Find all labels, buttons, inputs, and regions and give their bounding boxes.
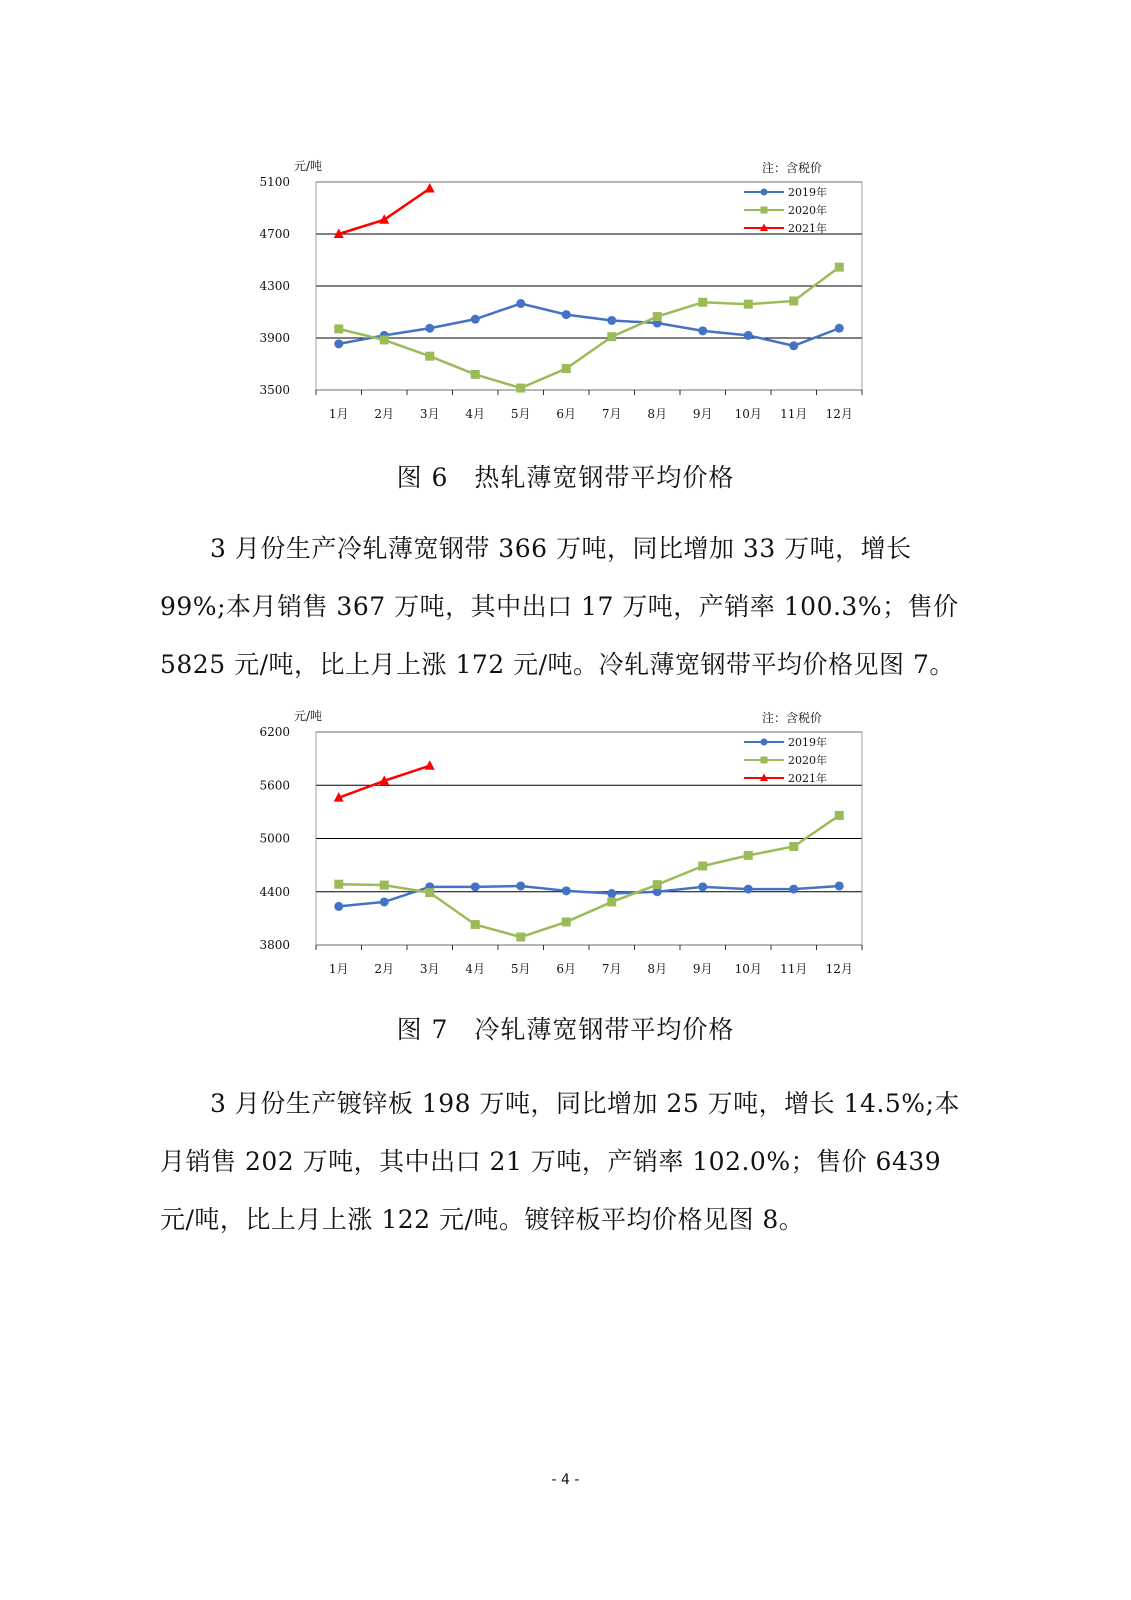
y-unit-label: 元/吨	[294, 159, 323, 173]
data-point	[562, 917, 571, 926]
data-point	[607, 889, 616, 898]
series-line	[339, 815, 840, 937]
data-point	[607, 316, 616, 325]
data-point	[471, 920, 480, 929]
data-point	[516, 384, 525, 393]
data-point	[744, 885, 753, 894]
x-tick-label: 12月	[825, 407, 853, 421]
x-tick-label: 11月	[780, 962, 808, 976]
x-tick-label: 6月	[556, 407, 577, 421]
x-tick-label: 6月	[556, 962, 577, 976]
y-tick-label: 3900	[259, 331, 290, 345]
y-unit-label: 元/吨	[294, 709, 323, 723]
data-point	[425, 888, 434, 897]
figure-6-caption: 图 6 热轧薄宽钢带平均价格	[396, 463, 735, 492]
data-point	[653, 880, 662, 889]
x-tick-label: 8月	[647, 407, 668, 421]
x-tick-label: 5月	[510, 962, 531, 976]
x-tick-label: 4月	[465, 407, 486, 421]
data-point	[607, 332, 616, 341]
x-tick-label: 9月	[692, 962, 713, 976]
data-point	[698, 298, 707, 307]
data-point	[471, 315, 480, 324]
page-number: - 4 -	[551, 1472, 580, 1488]
data-point	[562, 364, 571, 373]
y-tick-label: 4400	[259, 884, 290, 899]
data-point	[835, 324, 844, 333]
legend-marker	[761, 757, 768, 764]
y-tick-label: 5000	[259, 831, 290, 846]
y-tick-label: 3800	[259, 938, 290, 952]
data-point	[380, 335, 389, 344]
data-point	[516, 881, 525, 890]
data-point	[334, 339, 343, 348]
data-point	[425, 352, 434, 361]
price-note: 注：含税价	[761, 161, 822, 175]
legend-label: 2019年	[788, 736, 827, 749]
data-point	[607, 897, 616, 906]
data-point	[379, 214, 389, 224]
data-point	[698, 326, 707, 335]
data-point	[698, 862, 707, 871]
y-tick-label: 5600	[259, 778, 290, 793]
x-tick-label: 5月	[510, 407, 531, 421]
y-tick-label: 6200	[259, 725, 290, 739]
data-point	[425, 183, 435, 193]
legend-marker	[761, 207, 768, 214]
data-point	[744, 331, 753, 340]
series-line	[339, 267, 840, 388]
data-point	[516, 933, 525, 942]
data-point	[425, 760, 435, 770]
legend-label: 2020年	[788, 204, 827, 217]
legend-marker	[761, 739, 768, 746]
x-tick-label: 3月	[419, 962, 440, 976]
legend-marker	[761, 189, 768, 196]
chart-svg	[250, 150, 880, 435]
x-tick-label: 9月	[692, 407, 713, 421]
x-tick-label: 10月	[734, 407, 762, 421]
x-tick-label: 1月	[328, 962, 349, 976]
x-tick-label: 7月	[601, 962, 622, 976]
x-tick-label: 12月	[825, 962, 853, 976]
data-point	[334, 902, 343, 911]
data-point	[789, 842, 798, 851]
y-tick-label: 3500	[259, 383, 290, 397]
data-point	[471, 370, 480, 379]
y-tick-label: 4300	[259, 279, 290, 293]
x-tick-label: 2月	[374, 962, 395, 976]
figure-7-caption: 图 7 冷轧薄宽钢带平均价格	[396, 1015, 735, 1044]
data-point	[562, 310, 571, 319]
x-tick-label: 3月	[419, 407, 440, 421]
data-point	[380, 881, 389, 890]
x-tick-label: 1月	[328, 407, 349, 421]
data-point	[744, 300, 753, 309]
hot-rolled-price-chart	[250, 150, 880, 435]
legend-label: 2021年	[788, 222, 827, 235]
series-line	[339, 189, 430, 235]
cold-rolled-price-chart	[250, 700, 880, 990]
x-tick-label: 11月	[780, 407, 808, 421]
legend-label: 2021年	[788, 772, 827, 785]
paragraph-cold-rolled: 3 月份生产冷轧薄宽钢带 366 万吨，同比增加 33 万吨，增长 99%;本月销售 367 万吨，其中出口 17 万吨，产销率 100.3%；售价 5825 元/吨，比上月上涨 172 元/吨。冷轧薄宽钢带平均价格见图 7。	[160, 534, 959, 679]
legend-label: 2019年	[788, 186, 827, 199]
data-point	[744, 851, 753, 860]
y-tick-label: 4700	[259, 227, 290, 241]
data-point	[334, 880, 343, 889]
data-point	[380, 897, 389, 906]
x-tick-label: 4月	[465, 962, 486, 976]
x-tick-label: 2月	[374, 407, 395, 421]
data-point	[835, 881, 844, 890]
data-point	[471, 882, 480, 891]
chart-svg	[250, 700, 880, 990]
paragraph-galvanized: 3 月份生产镀锌板 198 万吨，同比增加 25 万吨，增长 14.5%;本月销售 202 万吨，其中出口 21 万吨，产销率 102.0%；售价 6439 元/吨，比上月上涨 122 元/吨。镀锌板平均价格见图 8。	[160, 1089, 960, 1234]
x-tick-label: 10月	[734, 962, 762, 976]
data-point	[562, 886, 571, 895]
data-point	[334, 324, 343, 333]
y-tick-label: 5100	[259, 175, 290, 189]
data-point	[835, 263, 844, 272]
data-point	[789, 341, 798, 350]
data-point	[698, 882, 707, 891]
data-point	[789, 885, 798, 894]
data-point	[516, 299, 525, 308]
x-tick-label: 7月	[601, 407, 622, 421]
price-note: 注：含税价	[761, 711, 822, 725]
data-point	[425, 324, 434, 333]
data-point	[835, 811, 844, 820]
legend-label: 2020年	[788, 754, 827, 767]
data-point	[789, 296, 798, 305]
series-line	[339, 304, 840, 346]
x-tick-label: 8月	[647, 962, 668, 976]
data-point	[653, 312, 662, 321]
